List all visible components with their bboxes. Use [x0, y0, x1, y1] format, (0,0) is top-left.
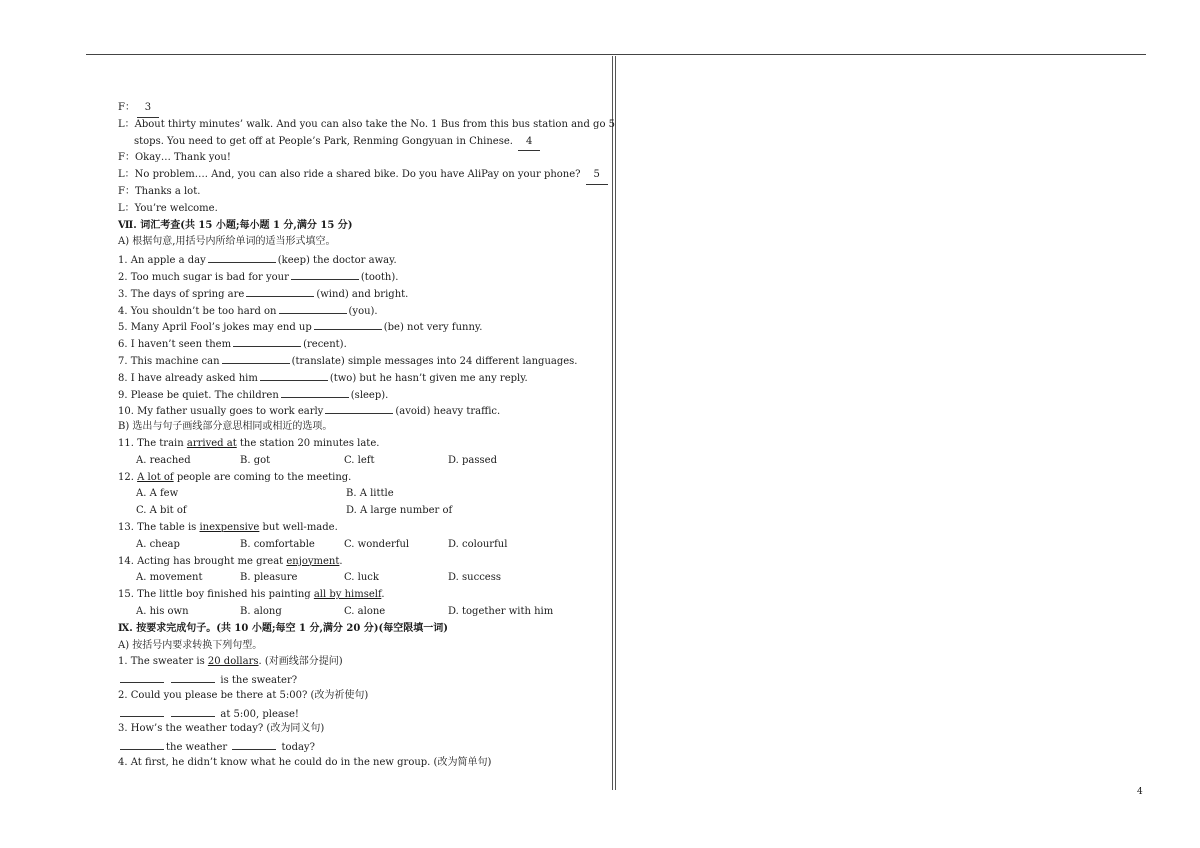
dialogue-line: F： 3 — [118, 100, 598, 117]
mc-options — [118, 537, 598, 554]
mc-options — [118, 604, 598, 621]
fill-blank[interactable] — [232, 738, 276, 750]
mc-options — [118, 453, 598, 470]
part-instruction: A) 根据句意,用括号内所给单词的适当形式填空。 — [118, 236, 336, 248]
fill-blank[interactable] — [222, 352, 290, 364]
option[interactable]: A. his own — [136, 605, 189, 617]
transform-question: 4. At first, he didn’t know what he could do in the new group. (改为简单句) — [118, 757, 492, 769]
fill-blank[interactable] — [246, 285, 314, 297]
option[interactable]: D. together with him — [448, 605, 554, 617]
fill-question: 7. This machine can (translate) simple messages into 24 different languages. — [118, 352, 598, 369]
dialogue-line: F：Thanks a lot. — [118, 185, 201, 197]
transform-question: 1. The sweater is 20 dollars. (对画线部分提问) — [118, 656, 343, 668]
mc-question: 12. A lot of people are coming to the meeting. — [118, 471, 352, 483]
option[interactable]: C. wonderful — [344, 538, 410, 550]
fill-question: 9. Please be quiet. The children (sleep). — [118, 386, 598, 403]
answer-blank[interactable]: 4 — [518, 134, 540, 152]
mc-question: 13. The table is inexpensive but well-made. — [118, 521, 338, 533]
dialogue-line: F：Okay… Thank you! — [118, 152, 231, 164]
option[interactable]: A. cheap — [136, 538, 180, 550]
answer-blank[interactable]: 5 — [586, 167, 608, 185]
fill-question: 2. Too much sugar is bad for your (tooth). — [118, 268, 598, 285]
mc-question: 14. Acting has brought me great enjoyment. — [118, 555, 343, 567]
section-heading: Ⅸ. 按要求完成句子。(共 10 小题;每空 1 分,满分 20 分)(每空限填一词) — [118, 622, 448, 634]
column-divider-2 — [615, 56, 616, 790]
answer-line: the weather today? — [118, 738, 598, 755]
fill-blank[interactable] — [279, 302, 347, 314]
fill-question: 6. I haven’t seen them (recent). — [118, 335, 598, 352]
fill-blank[interactable] — [120, 738, 164, 750]
left-column — [118, 100, 616, 772]
option[interactable]: A. movement — [136, 572, 203, 584]
dialogue-line: stops. You need to get off at People’s Park, Renming Gongyuan in Chinese. 4 — [118, 134, 598, 151]
fill-blank[interactable] — [120, 705, 164, 717]
fill-blank[interactable] — [208, 251, 276, 263]
fill-blank[interactable] — [281, 386, 349, 398]
option[interactable]: D. success — [448, 572, 501, 584]
option[interactable]: B. comfortable — [240, 538, 315, 550]
fill-question: 10. My father usually goes to work early (avoid) heavy traffic. — [118, 402, 598, 419]
answer-line: at 5:00, please! — [118, 705, 598, 722]
option[interactable]: C. A bit of — [136, 505, 187, 517]
fill-blank[interactable] — [171, 705, 215, 717]
part-instruction: B) 选出与句子画线部分意思相同或相近的选项。 — [118, 421, 333, 433]
dialogue-line: L：You’re welcome. — [118, 202, 218, 214]
option[interactable]: D. passed — [448, 454, 497, 466]
option[interactable]: D. colourful — [448, 538, 508, 550]
mc-question: 11. The train arrived at the station 20 minutes late. — [118, 437, 380, 449]
option[interactable]: C. alone — [344, 605, 386, 617]
option[interactable]: A. A few — [136, 488, 179, 500]
transform-question: 3. How’s the weather today? (改为同义句) — [118, 723, 325, 735]
option[interactable]: D. A large number of — [346, 505, 453, 517]
option[interactable]: B. A little — [346, 488, 394, 500]
page-number: 4 — [1137, 787, 1143, 797]
mc-options — [118, 570, 598, 587]
mc-options — [118, 486, 598, 503]
fill-blank[interactable] — [291, 268, 359, 280]
option[interactable]: C. left — [344, 454, 375, 466]
fill-question: 4. You shouldn’t be too hard on (you). — [118, 302, 598, 319]
top-rule — [86, 54, 1146, 55]
option[interactable]: B. pleasure — [240, 572, 298, 584]
fill-question: 3. The days of spring are (wind) and bright. — [118, 285, 598, 302]
fill-question: 5. Many April Fool’s jokes may end up (be) not very funny. — [118, 318, 598, 335]
option[interactable]: B. along — [240, 605, 282, 617]
fill-blank[interactable] — [260, 369, 328, 381]
transform-question: 2. Could you please be there at 5:00? (改为祈使句) — [118, 689, 369, 701]
fill-blank[interactable] — [233, 335, 301, 347]
section-heading: Ⅶ. 词汇考查(共 15 小题;每小题 1 分,满分 15 分) — [118, 219, 353, 231]
dialogue-line: L：No problem…. And, you can also ride a shared bike. Do you have AliPay on your phone? 5 — [118, 167, 598, 184]
option[interactable]: B. got — [240, 454, 271, 466]
answer-line: is the sweater? — [118, 671, 598, 688]
fill-blank[interactable] — [314, 318, 382, 330]
option[interactable]: C. luck — [344, 572, 379, 584]
mc-options — [118, 503, 598, 520]
fill-blank[interactable] — [171, 671, 215, 683]
fill-question: 8. I have already asked him (two) but he hasn’t given me any reply. — [118, 369, 598, 386]
part-instruction: A) 按括号内要求转换下列句型。 — [118, 639, 263, 651]
fill-blank[interactable] — [120, 671, 164, 683]
column-divider — [612, 56, 613, 790]
answer-blank[interactable]: 3 — [137, 100, 159, 118]
option[interactable]: A. reached — [136, 454, 191, 466]
fill-question: 1. An apple a day (keep) the doctor away. — [118, 251, 598, 268]
fill-blank[interactable] — [325, 402, 393, 414]
mc-question: 15. The little boy finished his painting all by himself. — [118, 589, 385, 601]
dialogue-line: L：About thirty minutes’ walk. And you can also take the No. 1 Bus from this bus station and go 5 — [118, 118, 616, 130]
